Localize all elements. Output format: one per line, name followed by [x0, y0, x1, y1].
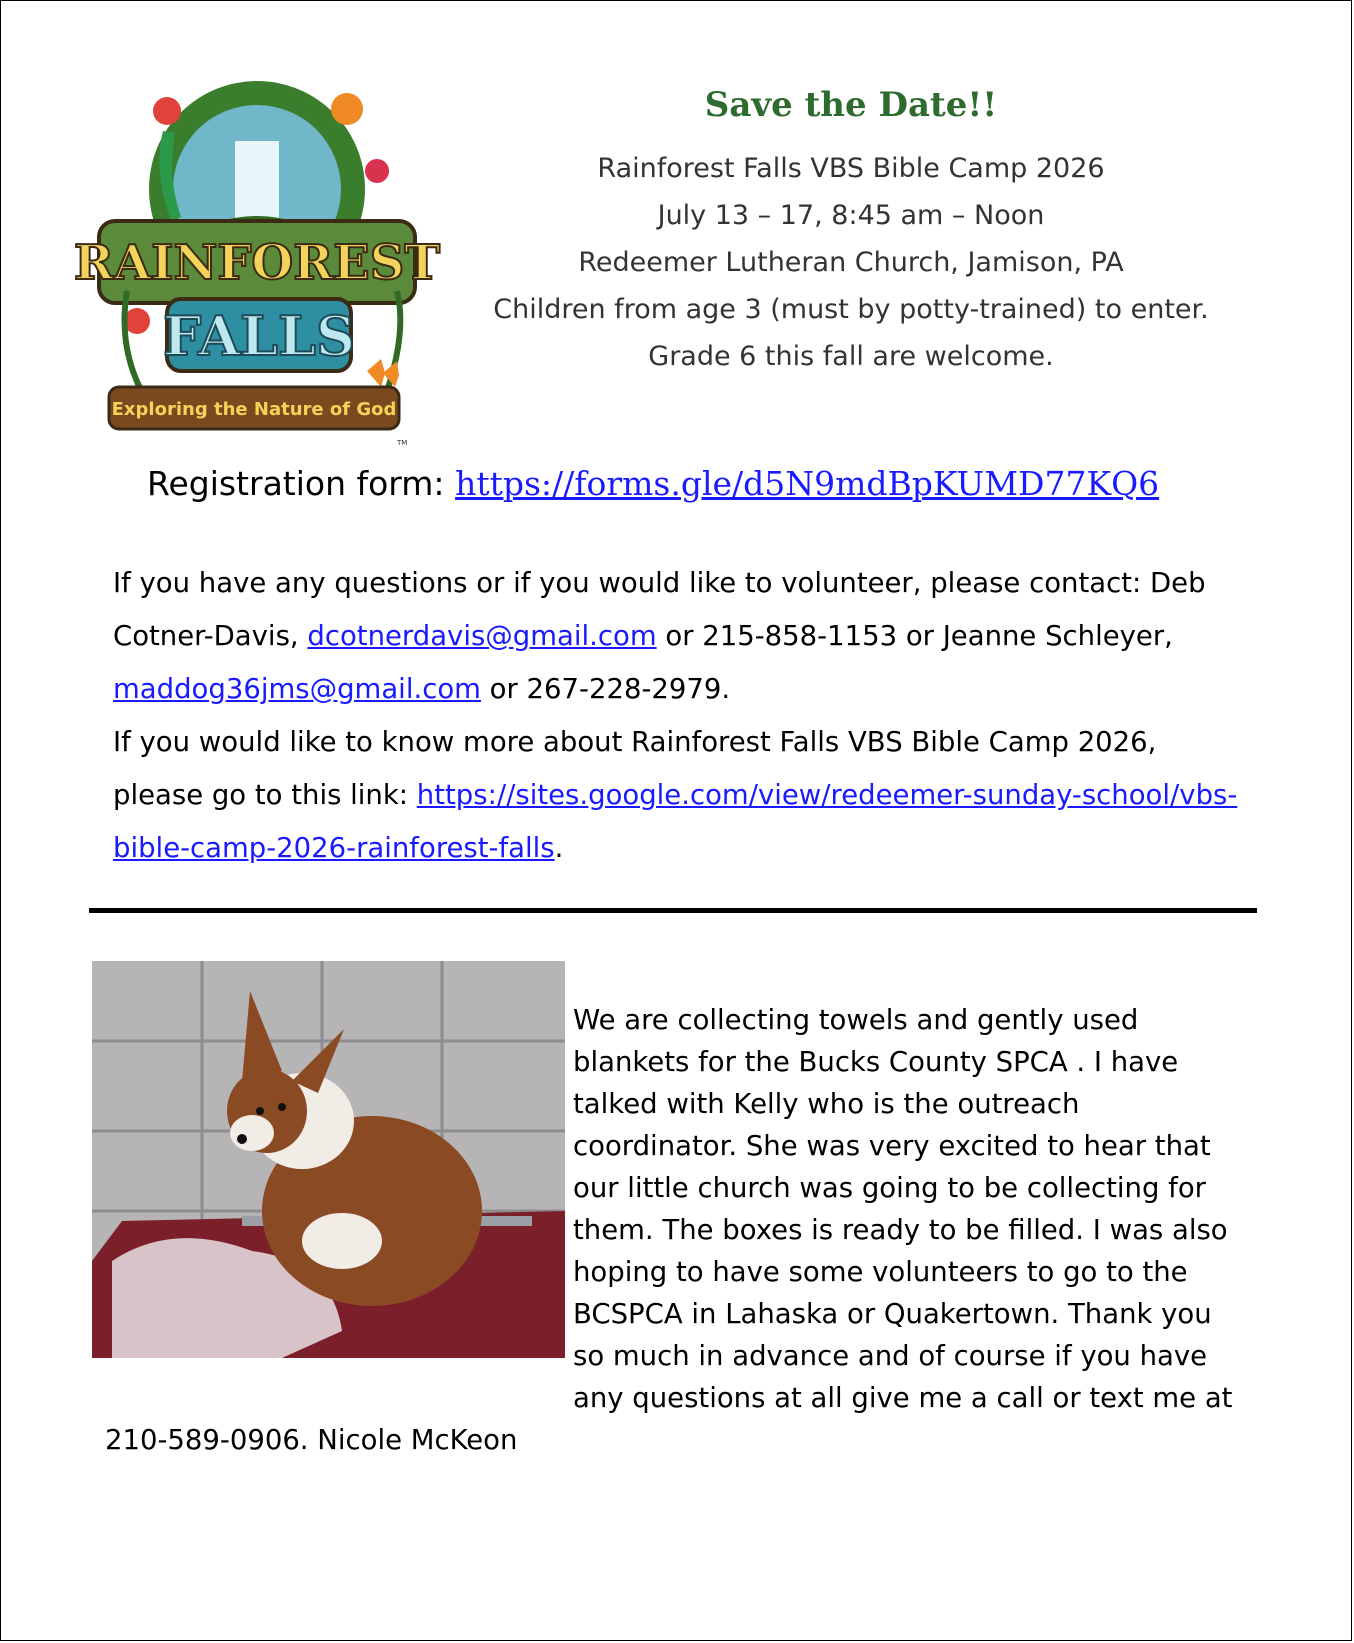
email-link-jeanne[interactable]: maddog36jms@gmail.com: [113, 673, 481, 705]
registration-line: [147, 459, 1159, 509]
event-location: Redeemer Lutheran Church, Jamison, PA: [578, 247, 1124, 278]
event-dates: July 13 – 17, 8:45 am – Noon: [657, 200, 1045, 231]
spca-collection-notice: [105, 999, 1235, 1461]
logo-trademark: TM: [397, 439, 408, 447]
registration-label: Registration form:: [147, 464, 445, 503]
email-link-deb[interactable]: dcotnerdavis@gmail.com: [307, 620, 657, 652]
section-divider: [89, 908, 1257, 913]
save-the-date-title: Save the Date!!: [704, 85, 998, 125]
registration-form-link[interactable]: https://forms.gle/d5N9mdBpKUMD77KQ6: [455, 464, 1160, 503]
logo-word-rainforest: RAINFOREST: [73, 235, 441, 291]
logo-word-falls: FALLS: [162, 304, 356, 368]
flower-icon: [331, 93, 363, 125]
contact-section: [113, 557, 1243, 875]
flower-icon: [124, 308, 150, 334]
flower-icon: [365, 159, 389, 183]
vbs-info-link[interactable]: https://sites.google.com/view/redeemer-sunday-school/vbs-bible-camp-2026-rainforest-falls: [113, 779, 1238, 864]
event-eligibility: Children from age 3 (must by potty-trained) to enter.: [493, 294, 1209, 325]
event-name: Rainforest Falls VBS Bible Camp 2026: [597, 153, 1105, 184]
flower-icon: [153, 97, 181, 125]
spca-text: We are collecting towels and gently used blankets for the Bucks County SPCA . I have talked with Kelly who is the outreach coordinator. She was very excited to hear that our little church was going to be collecting for them. The boxes is ready to be filled. I was also hoping to have some volunteers to go to the BCSPCA in Lahaska or Quakertown. Thank you so much in advance and of course if you have any questions at all give me a call or text me at 210-589-0906. Nicole McKeon: [105, 1004, 1233, 1456]
rainforest-falls-logo: [73, 71, 441, 461]
contact-paragraph: If you have any questions or if you would like to volunteer, please contact: Deb Cotner-Davis, dcotnerdavis@gmail.com or 215-858-1153 or Jeanne Schleyer, maddog36jms@gmail.com or 267-228-2979.: [113, 567, 1206, 705]
more-info-paragraph: If you would like to know more about Rainforest Falls VBS Bible Camp 2026, please go to this link: https://sites.google.com/view/redeemer-sunday-school/vbs-bible-camp-2026-rainforest-falls.: [113, 726, 1238, 864]
event-grade-note: Grade 6 this fall are welcome.: [648, 341, 1054, 372]
event-header: [481, 83, 1221, 380]
logo-tagline: Exploring the Nature of God: [111, 399, 397, 420]
